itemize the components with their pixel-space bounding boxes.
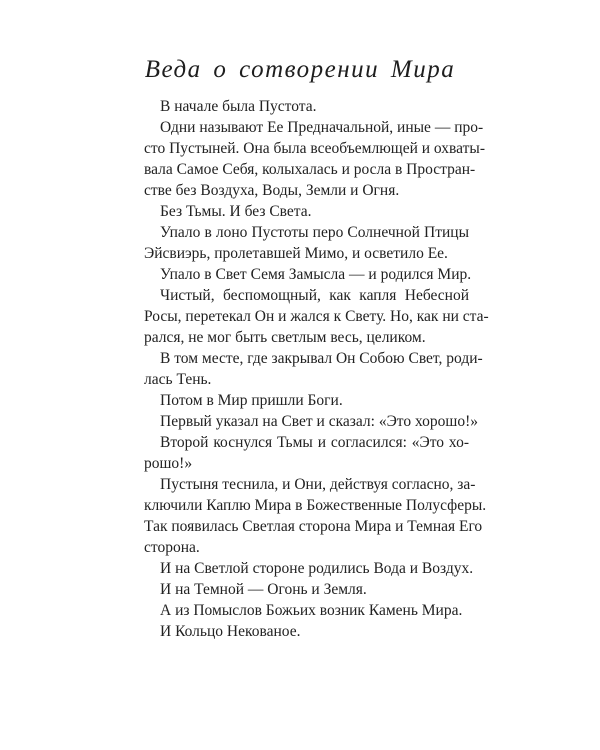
text-line: Упало в Свет Семя Замысла — и родился Мир. <box>160 266 472 283</box>
text-line: А из Помыслов Божьих возник Камень Мира. <box>160 602 463 619</box>
text-line: И на Светлой стороне родились Вода и Воздух. <box>160 560 474 577</box>
text-line: Росы, перетекал Он и жался к Свету. Но, как ни ста- <box>144 308 489 325</box>
text-line: И Кольцо Некованое. <box>160 623 301 640</box>
text-line: сторона. <box>144 539 200 556</box>
text-line: лась Тень. <box>144 371 212 388</box>
text-line: Одни называют Ее Предначальной, иные — про- <box>160 119 484 136</box>
text-line: Без Тьмы. И без Света. <box>160 203 312 220</box>
text-line: Чистый, беспомощный, как капля Небесной <box>160 287 469 304</box>
text-line: Пустыня теснила, и Они, действуя согласно, за- <box>160 476 476 493</box>
text-line: сто Пустыней. Она была всеобъемлющей и охваты- <box>144 140 485 157</box>
text-line: вала Самое Себя, колыхалась и росла в Простран- <box>144 161 476 178</box>
text-line: Первый указал на Свет и сказал: «Это хорошо!» <box>160 413 479 430</box>
text-line: рался, не мог быть светлым весь, целиком. <box>144 329 426 346</box>
text-line: Упало в лоно Пустоты перо Солнечной Птицы <box>160 224 469 241</box>
text-line: стве без Воздуха, Воды, Земли и Огня. <box>144 182 400 199</box>
text-line: Второй коснулся Тьмы и согласился: «Это хо- <box>160 434 469 451</box>
text-line: Так появилась Светлая сторона Мира и Темная Его <box>144 518 483 535</box>
chapter-title: Веда о сотворении Мира <box>144 56 456 83</box>
text-line: В начале была Пустота. <box>160 98 317 115</box>
text-line: ключили Каплю Мира в Божественные Полусферы. <box>144 497 487 514</box>
text-line: В том месте, где закрывал Он Собою Свет, роди- <box>160 350 483 367</box>
text-line: И на Темной — Огонь и Земля. <box>160 581 367 598</box>
text-line: рошо!» <box>144 455 193 472</box>
text-line: Эйсвиэрь, пролетавшей Мимо, и осветило Ее. <box>144 245 448 262</box>
text-line: Потом в Мир пришли Боги. <box>160 392 343 409</box>
